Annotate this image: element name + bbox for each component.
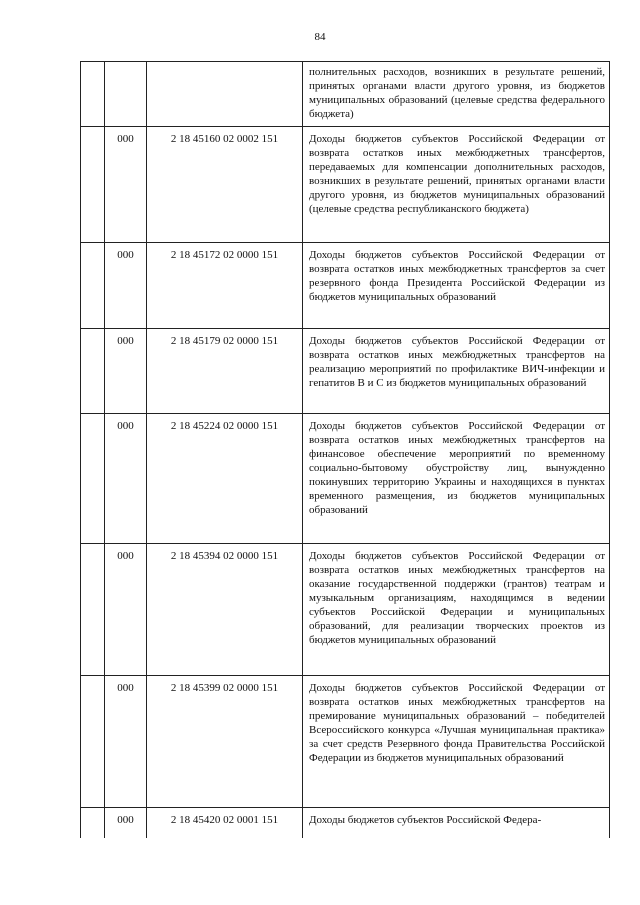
description-cell: Доходы бюджетов субъектов Российской Федерации от возврата остатков иных межбюджетных трансфертов на реализацию мероприятий по профилактике ВИЧ-инфекции и гепатитов B и C из бюджетов муниципальных образований: [303, 329, 610, 414]
budget-code-cell: 2 18 45172 02 0000 151: [147, 243, 303, 329]
budget-code-cell: 2 18 45399 02 0000 151: [147, 676, 303, 808]
budget-code-cell: 2 18 45420 02 0001 151: [147, 808, 303, 838]
budget-code-cell: 2 18 45179 02 0000 151: [147, 329, 303, 414]
empty-cell: [81, 127, 105, 243]
description-cell: Доходы бюджетов субъектов Российской Федерации от возврата остатков иных межбюджетных трансфертов на оказание государственной поддержки (грантов) театрам и музыкальным организациям, находящимся в ведении субъектов Российской Федерации и муниципальных образований, для реализации творческих проектов из бюджетов муниципальных образований: [303, 544, 610, 676]
table-row: [81, 414, 610, 544]
empty-cell: [81, 414, 105, 544]
budget-classification-table: [80, 61, 610, 838]
description-cell: Доходы бюджетов субъектов Российской Федера-: [303, 808, 610, 838]
description-cell: полнительных расходов, возникших в результате решений, принятых органами власти другого уровня, из бюджетов муниципальных образований (целевые средства федерального бюджета): [303, 62, 610, 127]
admin-code-cell: [105, 62, 147, 127]
table-row: [81, 676, 610, 808]
table-row: [81, 127, 610, 243]
table-row: [81, 243, 610, 329]
budget-code-cell: 2 18 45224 02 0000 151: [147, 414, 303, 544]
empty-cell: [81, 544, 105, 676]
description-cell: Доходы бюджетов субъектов Российской Федерации от возврата остатков иных межбюджетных трансфертов на финансовое обеспечение мероприятий по временному социально-бытовому обустройству лиц, вынужденно покинувших территорию Украины и находящихся в пунктах временного размещения, из бюджетов муниципальных образований: [303, 414, 610, 544]
description-cell: Доходы бюджетов субъектов Российской Федерации от возврата остатков иных межбюджетных трансфертов, передаваемых для компенсации дополнительных расходов, возникших в результате решений, принятых органами власти другого уровня, из бюджетов муниципальных образований (целевые средства республиканского бюджета): [303, 127, 610, 243]
admin-code-cell: 000: [105, 329, 147, 414]
admin-code-cell: 000: [105, 414, 147, 544]
empty-cell: [81, 808, 105, 838]
budget-code-cell: 2 18 45160 02 0002 151: [147, 127, 303, 243]
empty-cell: [81, 62, 105, 127]
budget-code-cell: [147, 62, 303, 127]
admin-code-cell: 000: [105, 544, 147, 676]
table-row: [81, 329, 610, 414]
description-cell: Доходы бюджетов субъектов Российской Федерации от возврата остатков иных межбюджетных трансфертов за счет резервного фонда Президента Российской Федерации из бюджетов муниципальных образований: [303, 243, 610, 329]
empty-cell: [81, 329, 105, 414]
table-row: [81, 808, 610, 838]
empty-cell: [81, 243, 105, 329]
admin-code-cell: 000: [105, 243, 147, 329]
table-row: [81, 544, 610, 676]
admin-code-cell: 000: [105, 127, 147, 243]
admin-code-cell: 000: [105, 808, 147, 838]
description-cell: Доходы бюджетов субъектов Российской Федерации от возврата остатков иных межбюджетных трансфертов на премирование муниципальных образований – победителей Всероссийского конкурса «Лучшая муниципальная практика» за счет средств Резервного фонда Правительства Российской Федерации из бюджетов муниципальных образований: [303, 676, 610, 808]
admin-code-cell: 000: [105, 676, 147, 808]
page-number: 84: [314, 31, 326, 43]
empty-cell: [81, 676, 105, 808]
budget-code-cell: 2 18 45394 02 0000 151: [147, 544, 303, 676]
table-row: [81, 62, 610, 127]
